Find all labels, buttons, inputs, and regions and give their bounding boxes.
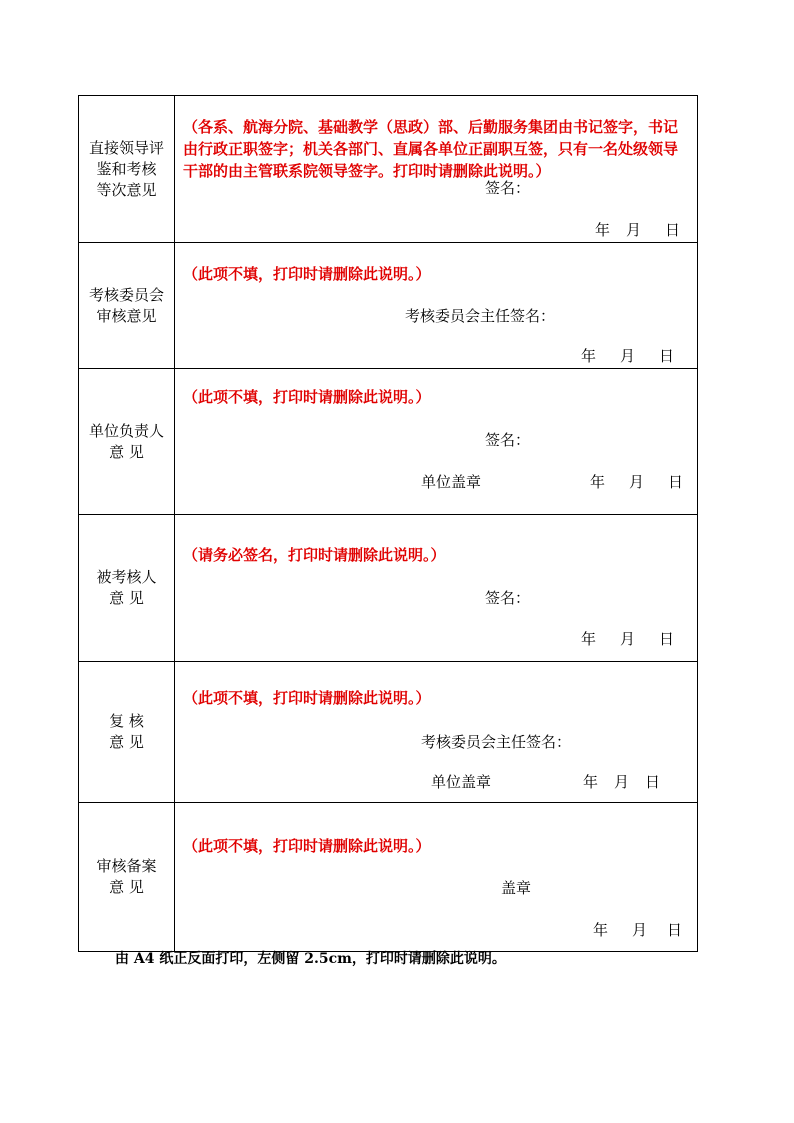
date-day: 日 — [659, 630, 675, 648]
instruction-note: （请务必签名，打印时请删除此说明。） — [183, 546, 446, 564]
date-day: 日 — [659, 347, 675, 365]
date-day: 日 — [668, 473, 684, 491]
instruction-note: （此项不填，打印时请删除此说明。） — [183, 689, 431, 707]
date-day: 日 — [645, 773, 661, 791]
opinion-cell-committee-review[interactable] — [175, 243, 698, 369]
date-month: 月 — [614, 773, 630, 791]
label-line: 意 见 — [109, 878, 144, 896]
date-day: 日 — [665, 221, 681, 239]
label-line: 考核委员会 — [88, 285, 164, 304]
form-row-direct-leader — [79, 96, 698, 243]
row-label-direct-leader — [79, 96, 175, 243]
label-line: 复 核 — [109, 712, 144, 730]
date-line — [593, 920, 682, 940]
row-label-unit-head — [79, 369, 175, 515]
print-instruction-footer: 由 A4 纸正反面打印，左侧留 2.5cm，打印时请删除此说明。 — [115, 951, 506, 967]
label-line: 意 见 — [109, 733, 144, 751]
stamp-label: 盖章 — [501, 879, 532, 897]
instruction-note: （此项不填，打印时请删除此说明。） — [183, 388, 431, 406]
date-year: 年 — [581, 347, 597, 365]
label-line: 被考核人 — [96, 568, 157, 586]
date-line — [590, 472, 683, 492]
date-month: 月 — [620, 630, 636, 648]
opinion-cell-assessee[interactable] — [175, 515, 698, 662]
instruction-note: （此项不填，打印时请删除此说明。） — [183, 265, 431, 283]
signature-label: 考核委员会主任签名： — [421, 733, 572, 751]
date-month: 月 — [629, 473, 645, 491]
form-row-committee-review — [79, 243, 698, 369]
date-month: 月 — [632, 921, 648, 939]
opinion-cell-direct-leader[interactable] — [175, 96, 698, 243]
instruction-note: （各系、航海分院、基础教学（思政）部、后勤服务集团由书记签字，书记由行政正职签字；机关各部门、直属各单位正副职互签，只有一名处级领导干部的由主管联系院领导签字。打印时请删除此说明。） — [183, 118, 679, 180]
instruction-note: （此项不填，打印时请删除此说明。） — [183, 837, 431, 855]
opinion-cell-unit-head[interactable] — [175, 369, 698, 515]
unit-stamp-label: 单位盖章 — [421, 473, 482, 491]
date-line — [581, 346, 674, 366]
appraisal-form-table — [78, 95, 698, 952]
label-line: 意 见 — [109, 589, 144, 607]
date-year: 年 — [593, 921, 609, 939]
row-label-filing — [79, 803, 175, 952]
date-line — [595, 220, 680, 240]
date-month: 月 — [620, 347, 636, 365]
label-line: 鉴和考核 — [96, 159, 157, 178]
date-day: 日 — [667, 921, 683, 939]
date-month: 月 — [626, 221, 642, 239]
date-year: 年 — [583, 773, 599, 791]
date-line — [581, 629, 674, 649]
unit-stamp-label: 单位盖章 — [431, 773, 492, 791]
label-line: 意 见 — [109, 442, 144, 461]
label-line: 审核备案 — [96, 857, 157, 875]
signature-label: 考核委员会主任签名： — [405, 307, 556, 325]
opinion-cell-recheck[interactable] — [175, 662, 698, 803]
form-row-recheck — [79, 662, 698, 803]
signature-label: 签名： — [485, 589, 531, 607]
label-line: 等次意见 — [96, 180, 157, 199]
form-row-assessee — [79, 515, 698, 662]
label-line: 直接领导评 — [88, 138, 164, 157]
form-row-filing — [79, 803, 698, 952]
label-line: 单位负责人 — [88, 421, 164, 440]
signature-label: 签名： — [485, 431, 531, 449]
label-line: 审核意见 — [96, 306, 157, 325]
date-year: 年 — [595, 221, 611, 239]
date-year: 年 — [581, 630, 597, 648]
date-line — [583, 772, 660, 792]
signature-label: 签名： — [485, 179, 531, 197]
form-row-unit-head — [79, 369, 698, 515]
opinion-cell-filing[interactable] — [175, 803, 698, 952]
row-label-committee-review — [79, 243, 175, 369]
row-label-recheck — [79, 662, 175, 803]
row-label-assessee — [79, 515, 175, 662]
date-year: 年 — [590, 473, 606, 491]
